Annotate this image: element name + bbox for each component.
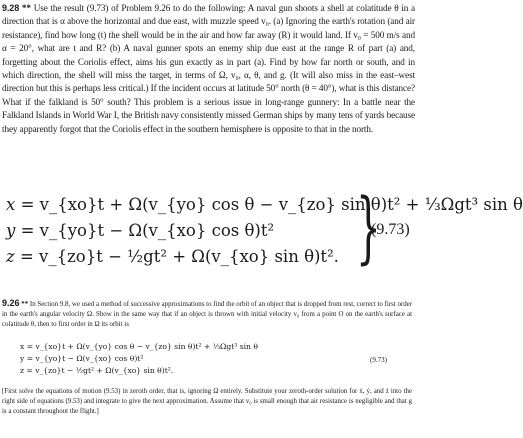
equation-z-lhs: z	[6, 247, 15, 266]
equation-number-small: (9.73)	[370, 356, 387, 364]
problem-text: Use the result (9.73) of Problem 9.26 to do the following: A naval gun shoots a shell at colatitude θ in a direction that is α above the horizontal and due east, with muzzle speed v₀. (a) Ignoring the earth's rotation (and air resistance), find how long (t) the shell would be in the air and how far away (R) it would land. If v₀ = 500 m/s and α = 20°, what are t and R? (b) A naval gunner spots an enemy ship due east at the range R of part (a) and, forgetting about the Coriolis effect, aims his gun exactly as in part (a). Find by how far north or south, and in which direction, the shell will miss the target, in terms of Ω, v₀, α, θ, and g. (It will also miss in the east–west direction but this is perhaps less critical.) If the incident occurs at latitude 50° north (θ = 40°), what is this distance? What if the falkland is 50° south? This problem is a serious issue in long-range gunnery: In a battle near the Falkland Islands in World War I, the British navy consistently missed German ships by many tens of yards because they apparently forgot that the Coriolis effect in the southern hemisphere is opposite to that in the north.	[2, 3, 415, 134]
equation-x-rhs: = v_{xo}t + Ω(v_{yo} cos θ − v_{zo} sin θ)t² + ⅓Ωgt³ sin θ	[20, 195, 523, 214]
difficulty-stars: **	[21, 3, 31, 13]
equation-block-9-73-small	[0, 340, 410, 384]
equation-z	[6, 247, 339, 271]
right-brace: }	[356, 183, 381, 273]
equation-y-small: y = v_{yo}t − Ω(v_{xo} cos θ)t²	[20, 354, 144, 363]
equation-x	[6, 195, 523, 219]
equation-x-lhs: x	[6, 195, 16, 214]
equation-x-small: x = v_{xo}t + Ω(v_{yo} cos θ − v_{zo} sin θ)t² + ⅓Ωgt³ sin θ	[20, 342, 258, 351]
problem-number: 9.28	[2, 3, 20, 13]
equation-number: (9.73)	[371, 221, 410, 238]
problem-number: 9.26	[2, 298, 20, 308]
problem-text: In Section 9.8, we used a method of successive approximations to find the orbit of an object that is dropped from rest, correct to first order in the earth's angular velocity Ω. Show in the same way that if an object is thrown with initial velocity v₀ from a point O on the earth's surface at colatitude θ, then to first order in Ω its orbit is	[2, 301, 412, 328]
problem-9-26	[2, 298, 412, 330]
difficulty-stars: **	[21, 301, 29, 308]
equation-y-lhs: y	[6, 221, 16, 240]
problem-9-28	[2, 2, 415, 136]
equation-block-9-73	[6, 183, 523, 293]
equation-z-small: z = v_{zo}t − ½gt² + Ω(v_{xo} sin θ)t².	[20, 366, 174, 375]
equation-y-rhs: = v_{yo}t − Ω(v_{xo} cos θ)t²	[20, 221, 275, 240]
equation-z-rhs: = v_{zo}t − ½gt² + Ω(v_{xo} sin θ)t².	[19, 247, 339, 266]
equation-y	[6, 221, 274, 245]
problem-9-26-hint: [First solve the equations of motion (9.53) in zeroth order, that is, ignoring Ω entirely. Substitute your zeroth-order solution for ẋ, ẏ, and ż into the right side of equations (9.53) and integrate to give the next approximation. Assume that v₀ is small enough that air resistance is negligible and that g is a constant throughout the flight.]	[2, 388, 412, 415]
